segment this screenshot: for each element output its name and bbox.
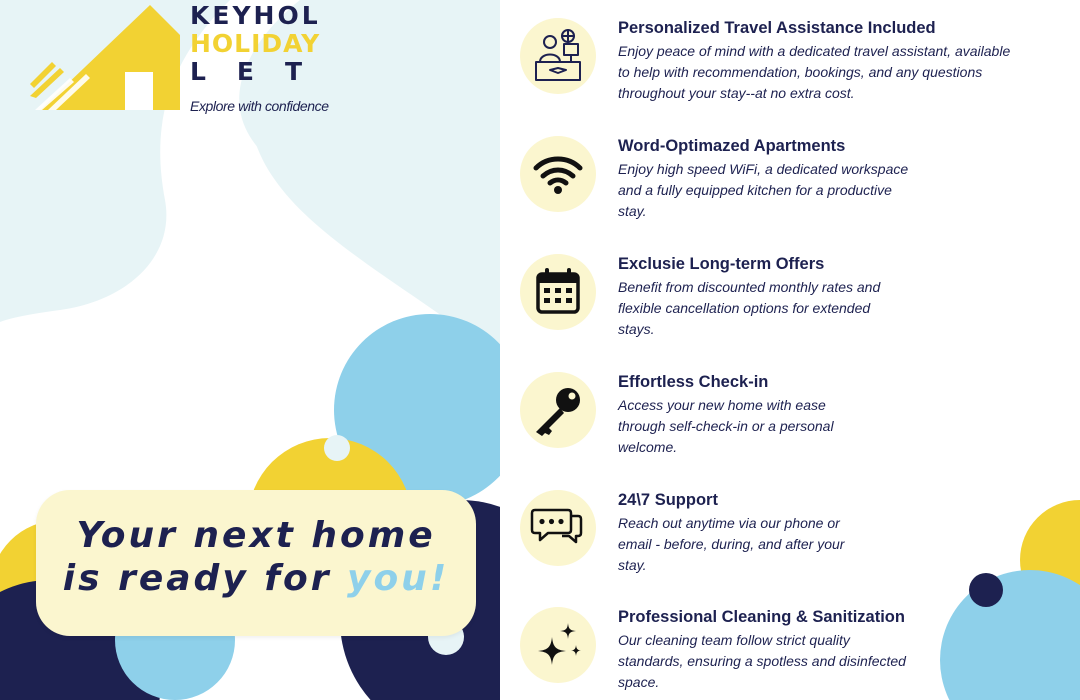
feature-title: 24\7 Support — [618, 491, 718, 509]
feature-description-line: stay. — [618, 557, 647, 573]
feature-description-line: Benefit from discounted monthly rates and — [618, 279, 881, 295]
feature-icon-badge — [520, 136, 596, 212]
chat-bubbles-icon — [520, 490, 596, 566]
feature-description-line: through self-check-in or a personal — [618, 418, 834, 434]
sparkles-icon — [520, 607, 596, 683]
feature-description — [618, 41, 1010, 104]
feature-description-line: space. — [618, 674, 660, 690]
feature-description — [618, 159, 908, 222]
headline-card — [36, 490, 476, 636]
feature-description — [618, 277, 880, 340]
feature-description — [618, 513, 844, 576]
calendar-icon — [520, 254, 596, 330]
feature-item-support — [500, 476, 1080, 594]
feature-item-cleaning — [500, 593, 1080, 700]
feature-description-line: and a fully equipped kitchen for a productive — [618, 182, 892, 198]
brand-name-line-3: LET — [190, 57, 334, 86]
brand-logo — [30, 0, 350, 125]
headline-accent: you! — [346, 558, 450, 599]
feature-description-line: Access your new home with ease — [618, 397, 826, 413]
brand-tagline: Explore with confidence — [190, 98, 329, 114]
wifi-icon — [520, 136, 596, 212]
feature-description-line: email - before, during, and after your — [618, 536, 845, 552]
headline-line-1: Your next home — [76, 515, 436, 556]
feature-item-work-apartments — [500, 122, 1080, 240]
feature-description-line: Our cleaning team follow strict quality — [618, 632, 850, 648]
brand-name-line-1: KEYHOL — [190, 1, 321, 30]
feature-title: Exclusie Long-term Offers — [618, 255, 825, 273]
feature-title: Effortless Check-in — [618, 373, 769, 391]
feature-description-line: stays. — [618, 321, 655, 337]
feature-description-line: Enjoy high speed WiFi, a dedicated workspace — [618, 161, 909, 177]
feature-description-line: welcome. — [618, 439, 678, 455]
feature-item-check-in — [500, 358, 1080, 476]
feature-item-travel-assistance — [500, 4, 1080, 122]
brand-name-line-2: HOLIDAY — [190, 29, 321, 58]
feature-icon-badge — [520, 254, 596, 330]
headline-line-2-prefix: is ready for — [62, 558, 347, 599]
feature-description-line: throughout your stay--at no extra cost. — [618, 85, 855, 101]
feature-description-line: stay. — [618, 203, 647, 219]
feature-title: Professional Cleaning & Sanitization — [618, 608, 905, 626]
feature-icon-badge — [520, 372, 596, 448]
feature-description — [618, 630, 906, 693]
feature-title: Personalized Travel Assistance Included — [618, 19, 936, 37]
feature-description-line: Reach out anytime via our phone or — [618, 515, 840, 531]
feature-list — [500, 0, 1080, 700]
house-logo-icon — [30, 0, 190, 115]
feature-description-line: Enjoy peace of mind with a dedicated travel assistant, available — [618, 43, 1011, 59]
feature-description-line: to help with recommendation, bookings, and any questions — [618, 64, 983, 80]
travel-assistant-icon — [520, 18, 596, 94]
feature-item-long-term-offers — [500, 240, 1080, 358]
headline — [36, 514, 476, 600]
feature-title: Word-Optimazed Apartments — [618, 137, 846, 155]
feature-description — [618, 395, 834, 458]
feature-description-line: flexible cancellation options for extended — [618, 300, 871, 316]
feature-icon-badge — [520, 490, 596, 566]
feature-icon-badge — [520, 18, 596, 94]
key-icon — [520, 372, 596, 448]
feature-description-line: standards, ensuring a spotless and disinfected — [618, 653, 906, 669]
feature-icon-badge — [520, 607, 596, 683]
